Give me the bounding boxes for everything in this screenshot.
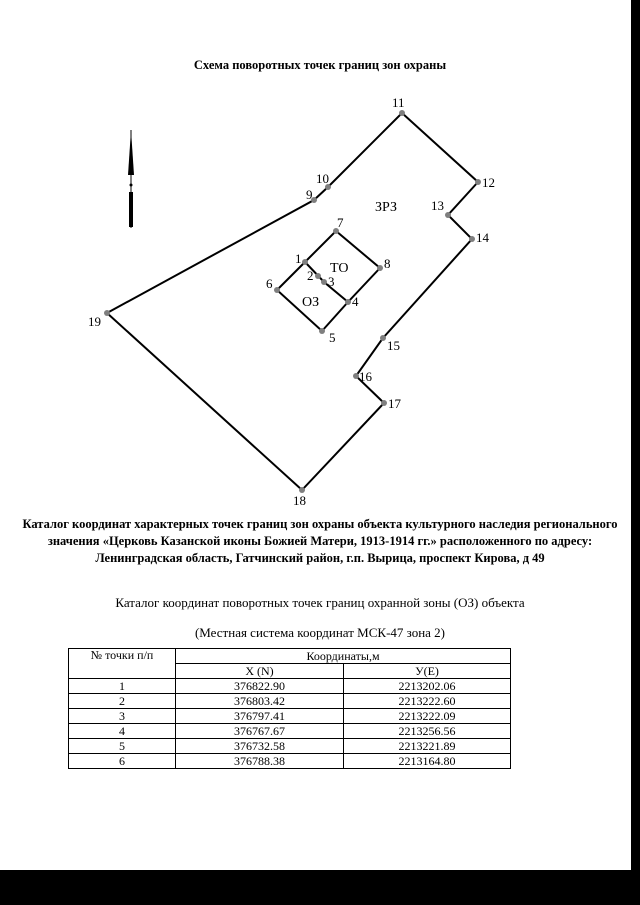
catalog-subtitle: Каталог координат поворотных точек границ охранной зоны (ОЗ) объекта bbox=[115, 595, 525, 610]
cell-number: 6 bbox=[69, 754, 176, 769]
point-label-13: 13 bbox=[431, 198, 444, 213]
table-row bbox=[69, 709, 511, 724]
column-header-number: № точки п/п bbox=[69, 649, 176, 679]
point-marker-15 bbox=[380, 335, 386, 341]
point-marker-14 bbox=[469, 236, 475, 242]
point-marker-11 bbox=[399, 110, 405, 116]
table-row bbox=[69, 679, 511, 694]
column-header-x: X (N) bbox=[176, 664, 344, 679]
point-label-19: 19 bbox=[88, 314, 101, 329]
point-markers bbox=[104, 110, 481, 493]
point-label-6: 6 bbox=[266, 276, 273, 291]
column-header-y: У(Е) bbox=[344, 664, 511, 679]
point-label-15: 15 bbox=[387, 338, 400, 353]
zone-label-oz: ОЗ bbox=[302, 295, 320, 310]
cell-number: 2 bbox=[69, 694, 176, 709]
coordinates-table bbox=[68, 648, 511, 769]
cell-y: 2213222.60 bbox=[344, 694, 511, 709]
cell-x: 376732.58 bbox=[176, 739, 344, 754]
point-marker-17 bbox=[381, 400, 387, 406]
scheme-title: Схема поворотных точек границ зон охраны bbox=[193, 58, 447, 72]
point-label-10: 10 bbox=[316, 171, 329, 186]
table-row bbox=[69, 694, 511, 709]
cell-y: 2213222.09 bbox=[344, 709, 511, 724]
point-label-18: 18 bbox=[293, 493, 306, 508]
point-label-3: 3 bbox=[328, 274, 335, 289]
point-label-16: 16 bbox=[359, 369, 372, 384]
cell-x: 376803.42 bbox=[176, 694, 344, 709]
point-marker-12 bbox=[475, 179, 481, 185]
point-marker-13 bbox=[445, 212, 451, 218]
table-row bbox=[69, 724, 511, 739]
point-label-17: 17 bbox=[388, 396, 401, 411]
cell-y: 2213256.56 bbox=[344, 724, 511, 739]
point-marker-1 bbox=[302, 259, 308, 265]
cell-number: 1 bbox=[69, 679, 176, 694]
cell-x: 376822.90 bbox=[176, 679, 344, 694]
point-label-9: 9 bbox=[306, 187, 313, 202]
point-label-4: 4 bbox=[352, 294, 359, 309]
cell-x: 376767.67 bbox=[176, 724, 344, 739]
point-marker-5 bbox=[319, 328, 325, 334]
point-marker-19 bbox=[104, 310, 110, 316]
scan-edge-bottom bbox=[0, 870, 640, 905]
point-label-7: 7 bbox=[337, 215, 344, 230]
point-label-12: 12 bbox=[482, 175, 495, 190]
point-marker-3 bbox=[321, 279, 327, 285]
point-labels bbox=[88, 95, 495, 508]
cell-y: 2213164.80 bbox=[344, 754, 511, 769]
table-row bbox=[69, 754, 511, 769]
cell-number: 3 bbox=[69, 709, 176, 724]
point-marker-2 bbox=[315, 273, 321, 279]
point-label-1: 1 bbox=[295, 251, 302, 266]
north-arrow-icon bbox=[128, 130, 134, 228]
cell-x: 376788.38 bbox=[176, 754, 344, 769]
point-marker-6 bbox=[274, 287, 280, 293]
point-label-5: 5 bbox=[329, 330, 336, 345]
point-marker-4 bbox=[345, 299, 351, 305]
column-header-coordinates: Координаты,м bbox=[176, 649, 511, 664]
zone-label-zrz: ЗРЗ bbox=[375, 200, 397, 215]
point-label-8: 8 bbox=[384, 256, 391, 271]
point-label-14: 14 bbox=[476, 230, 489, 245]
cell-number: 4 bbox=[69, 724, 176, 739]
point-marker-8 bbox=[377, 265, 383, 271]
catalog-heading: Каталог координат характерных точек границ зон охраны объекта культурного наследия регионального значения «Церковь Казанской иконы Божией Матери, 1913-1914 гг.» расположенного по адресу: Ленинградская область, Гатчинский район, г.п. Вырица, проспект Кирова, д 49 bbox=[22, 517, 618, 565]
cell-y: 2213202.06 bbox=[344, 679, 511, 694]
zone-label-to: ТО bbox=[330, 261, 349, 276]
point-label-11: 11 bbox=[392, 95, 405, 110]
coordinate-system-note: (Местная система координат МСК-47 зона 2) bbox=[194, 625, 446, 640]
table-row bbox=[69, 739, 511, 754]
point-label-2: 2 bbox=[307, 268, 314, 283]
cell-y: 2213221.89 bbox=[344, 739, 511, 754]
zrz-boundary bbox=[107, 113, 478, 490]
cell-x: 376797.41 bbox=[176, 709, 344, 724]
cell-number: 5 bbox=[69, 739, 176, 754]
